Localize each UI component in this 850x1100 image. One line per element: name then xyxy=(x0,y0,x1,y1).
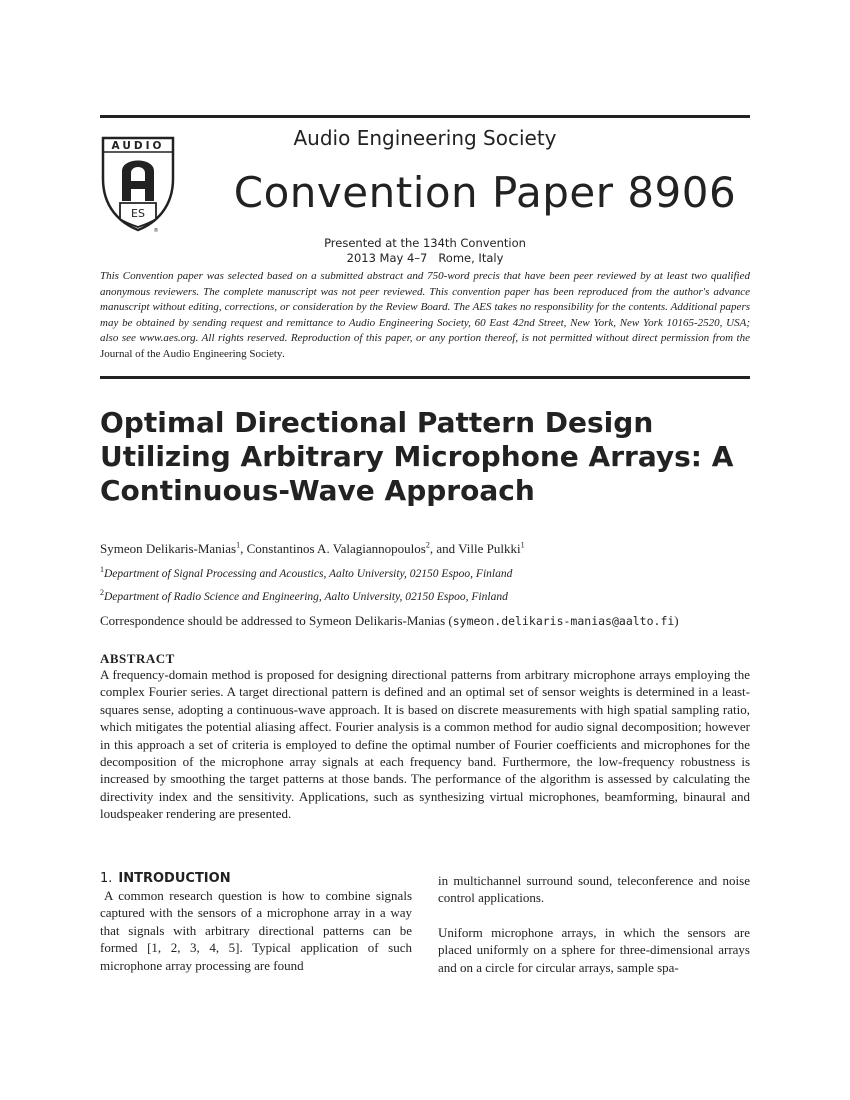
intro-paragraph-3: Uniform microphone arrays, in which the sensors are placed uniformly on a sphere for three-dimensional arrays and on a circle for circular arrays, sample spa- xyxy=(438,925,750,975)
correspondence-line xyxy=(100,613,679,629)
journal-name: Journal of the Audio Engineering Society xyxy=(100,347,283,360)
affiliation xyxy=(100,565,513,580)
svg-text:AUDIO: AUDIO xyxy=(111,140,165,152)
affiliation xyxy=(100,588,508,603)
author-list xyxy=(100,541,525,557)
disclaimer-note xyxy=(100,269,750,362)
section-heading-introduction xyxy=(100,871,231,886)
author-name: Constantinos A. Valagiannopoulos xyxy=(246,541,426,556)
affiliation-text: Department of Signal Processing and Acoustics, Aalto University, 02150 Espoo, Finland xyxy=(104,568,513,580)
intro-paragraph-1: A common research question is how to combine signals captured with the sensors of a microphone array in a way that signals with arbitrary directional patterns can be formed [1, 2, 3, 4, 5]. Typical application of such microphone array processing are found xyxy=(100,888,412,973)
intro-paragraph-2: in multichannel surround sound, teleconference and noise control applications. xyxy=(438,873,750,906)
correspondence-text: Correspondence should be addressed to Symeon Delikaris-Manias ( xyxy=(100,613,453,628)
author-name: Ville Pulkki xyxy=(458,541,521,556)
svg-text:ES: ES xyxy=(131,207,145,220)
affiliation-mark: 2 xyxy=(100,588,104,598)
section-title: INTRODUCTION xyxy=(118,871,231,886)
paper-number-heading: Convention Paper 8906 xyxy=(233,168,737,217)
correspondence-end: ) xyxy=(674,613,679,628)
author-affiliation-mark: 1 xyxy=(520,540,525,550)
author-separator: , and xyxy=(429,541,459,556)
abstract-text: A frequency-domain method is proposed for designing directional patterns from arbitrary microphone arrays employing the complex Fourier series. A target directional pattern is defined and an optimal set of sensor weights is determined in a least-squares sense, adopting a continuous-wave approach. It is based on discrete measurements with high spatial sampling ratio, which mitigates the potential aliasing affect. Fourier analysis is a common method for audio signal decomposition; however in this approach a set of criteria is employed to define the optimal number of Fourier coefficients and microphones for the decomposition of the microphone array signals at each frequency band. Furthermore, the low-frequency robustness is increased by smoothing the target patterns at those bands. The performance of the algorithm is assessed by calculating the directivity index and the sensitivity. Applications, such as synthesizing virtual microphones, beamforming, binaural and loudspeaker rendering are presented. xyxy=(100,667,750,822)
header-bottom-rule xyxy=(100,376,750,379)
society-name: Audio Engineering Society xyxy=(293,126,557,150)
author-affiliation-mark: 2 xyxy=(425,540,430,550)
svg-text:®: ® xyxy=(153,228,159,233)
disclaimer-text: This Convention paper was selected based on a submitted abstract and 750-word precis that have been peer reviewed by at least two qualified anonymous reviewers. The complete manuscript was not peer reviewed. This convention paper has been reproduced from the author's advance manuscript without editing, corrections, or consideration by the Review Board. The AES takes no responsibility for the contents. Additional papers may be obtained by sending request and remittance to Audio Engineering Society, 60 East 42nd Street, New York, New York 10165-2520, USA; also see www.aes.org. All rights reserved. Reproduction of this paper, or any portion thereof, is not permitted without direct permission from the xyxy=(100,270,750,344)
author-separator: , xyxy=(240,541,247,556)
author-affiliation-mark: 1 xyxy=(236,540,241,550)
convention-info-line1: Presented at the 134th Convention xyxy=(324,236,526,250)
convention-info-line2: 2013 May 4–7 Rome, Italy xyxy=(346,251,504,265)
aes-logo-icon xyxy=(100,135,178,233)
section-number: 1. xyxy=(100,871,113,886)
disclaimer-end: . xyxy=(282,347,286,360)
affiliation-text: Department of Radio Science and Engineering, Aalto University, 02150 Espoo, Finland xyxy=(104,591,508,603)
paper-title: Optimal Directional Pattern Design Utilizing Arbitrary Microphone Arrays: A Continuous-Wave Approach xyxy=(100,406,734,507)
author-name: Symeon Delikaris-Manias xyxy=(100,541,237,556)
affiliation-mark: 1 xyxy=(100,565,104,575)
email-link[interactable]: symeon.delikaris-manias@aalto.fi xyxy=(452,614,675,628)
top-rule xyxy=(100,115,750,118)
abstract-heading: ABSTRACT xyxy=(100,651,175,666)
